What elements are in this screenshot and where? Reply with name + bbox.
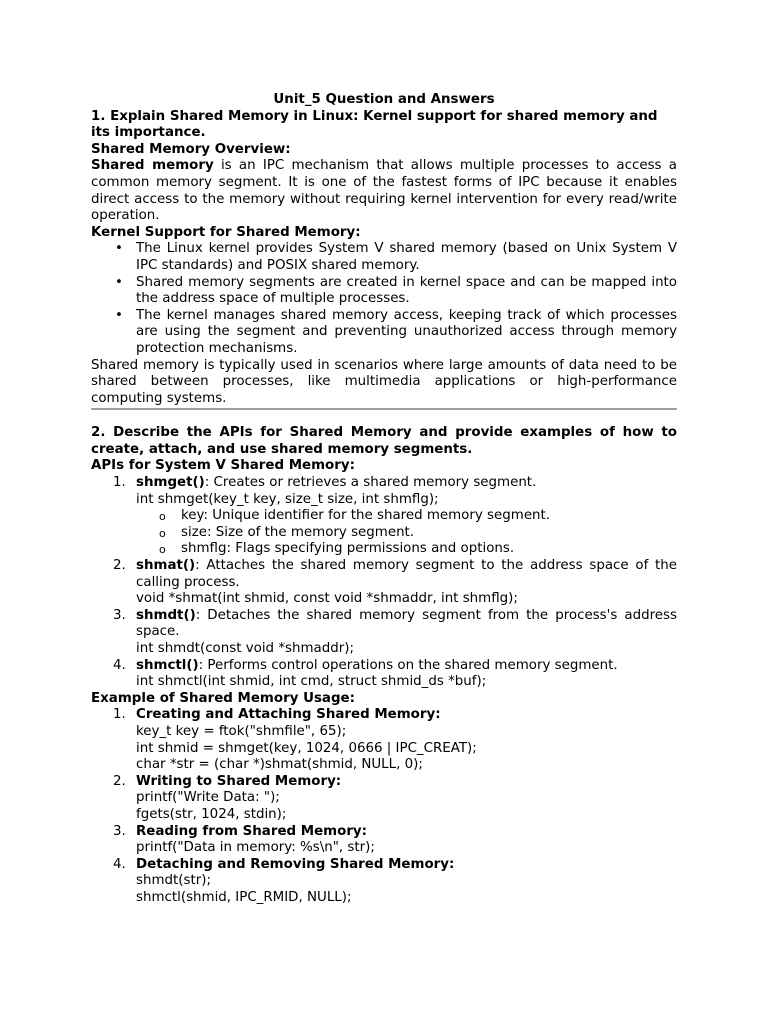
list-item-text: The kernel manages shared memory access, keeping track of which processes are using the segment and preventing unauthorized access through memory protection mechanisms. bbox=[136, 307, 677, 356]
example-heading: Example of Shared Memory Usage: bbox=[91, 690, 355, 706]
param-text: size: Size of the memory segment. bbox=[181, 524, 415, 540]
api-name: shmat() bbox=[136, 558, 196, 574]
list-number: 2. bbox=[113, 773, 126, 789]
api-description bbox=[136, 475, 677, 492]
list-item-text: The Linux kernel provides System V shared memory (based on Unix System V IPC standards) and POSIX shared memory. bbox=[136, 241, 677, 273]
spacer bbox=[91, 410, 677, 425]
api-description bbox=[136, 558, 677, 591]
overview-heading: Shared Memory Overview: bbox=[91, 141, 291, 157]
api-name: shmdt() bbox=[136, 607, 196, 623]
bullet-icon: • bbox=[115, 274, 123, 290]
kernel-support-heading: Kernel Support for Shared Memory: bbox=[91, 224, 361, 240]
q1-closing-paragraph: Shared memory is typically used in scenarios where large amounts of data need to be shared between processes, like multimedia applications or high-performance computing systems. bbox=[91, 357, 677, 406]
api-item-shmdt bbox=[113, 607, 677, 658]
example-item-create bbox=[113, 707, 677, 773]
document-title: Unit_5 Question and Answers bbox=[273, 92, 495, 107]
param-item bbox=[159, 524, 677, 542]
example-item-detach bbox=[113, 856, 677, 907]
bullet-icon: • bbox=[115, 241, 123, 257]
api-desc-text: : Performs control operations on the shared memory segment. bbox=[198, 657, 618, 673]
param-item bbox=[159, 508, 677, 525]
api-desc-text: : Creates or retrieves a shared memory segment. bbox=[204, 475, 537, 491]
overview-bold-term: Shared memory bbox=[91, 158, 214, 174]
code-line: printf("Data in memory: %s\n", str); bbox=[136, 840, 375, 856]
list-item bbox=[115, 274, 677, 308]
code-line: fgets(str, 1024, stdin); bbox=[136, 806, 287, 822]
api-description bbox=[136, 658, 677, 675]
list-number: 3. bbox=[113, 823, 126, 839]
circle-bullet-icon: o bbox=[159, 510, 166, 524]
api-signature: void *shmat(int shmid, const void *shmaddr, int shmflg); bbox=[136, 591, 518, 607]
q2-heading: 2. Describe the APIs for Shared Memory and provide examples of how to create, attach, and use shared memory segments. bbox=[91, 425, 677, 457]
api-signature: int shmdt(const void *shmaddr); bbox=[136, 641, 354, 656]
list-number: 2. bbox=[113, 558, 126, 574]
api-signature: int shmget(key_t key, size_t size, int shmflg); bbox=[136, 491, 439, 507]
list-number: 1. bbox=[113, 475, 126, 491]
api-item-shmget bbox=[113, 475, 677, 558]
code-line: shmdt(str); bbox=[136, 873, 211, 889]
api-item-shmat bbox=[113, 558, 677, 608]
example-list bbox=[91, 707, 677, 906]
example-title: Writing to Shared Memory: bbox=[136, 773, 342, 789]
api-list bbox=[91, 475, 677, 691]
overview-paragraph bbox=[91, 158, 677, 224]
circle-bullet-icon: o bbox=[159, 543, 166, 557]
overview-text: is an IPC mechanism that allows multiple processes to access a common memory segment. It is one of the fastest forms of IPC because it enables direct access to the memory without requiring kernel intervention for every read/write operation. bbox=[91, 158, 678, 224]
api-signature: int shmctl(int shmid, int cmd, struct shmid_ds *buf); bbox=[136, 674, 487, 690]
list-number: 3. bbox=[113, 607, 126, 623]
example-title: Reading from Shared Memory: bbox=[136, 823, 368, 839]
code-line: key_t key = ftok("shmfile", 65); bbox=[136, 723, 347, 739]
example-item-read bbox=[113, 823, 677, 857]
code-line: int shmid = shmget(key, 1024, 0666 | IPC_CREAT); bbox=[136, 740, 477, 756]
api-description bbox=[136, 608, 677, 641]
param-item bbox=[159, 541, 677, 558]
example-item-write bbox=[113, 773, 677, 824]
api-item-shmctl bbox=[113, 657, 677, 691]
list-item bbox=[115, 307, 677, 358]
code-line: printf("Write Data: "); bbox=[136, 790, 280, 806]
list-item bbox=[115, 241, 677, 274]
list-item-text: Shared memory segments are created in kernel space and can be mapped into the address space of multiple processes. bbox=[136, 274, 677, 307]
api-desc-text: : Detaches the shared memory segment from the process's address space. bbox=[136, 607, 677, 640]
api-desc-text: : Attaches the shared memory segment to the address space of the calling process. bbox=[136, 558, 677, 590]
param-text: key: Unique identifier for the shared memory segment. bbox=[181, 508, 551, 524]
q1-heading: 1. Explain Shared Memory in Linux: Kernel support for shared memory and its importance. bbox=[91, 108, 658, 141]
param-list bbox=[136, 508, 677, 558]
param-text: shmflg: Flags specifying permissions and options. bbox=[181, 541, 515, 557]
list-number: 4. bbox=[113, 856, 126, 872]
kernel-support-list bbox=[91, 241, 677, 357]
bullet-icon: • bbox=[115, 307, 123, 323]
list-number: 4. bbox=[113, 657, 126, 673]
apis-heading: APIs for System V Shared Memory: bbox=[91, 458, 355, 474]
document-page bbox=[91, 92, 677, 907]
example-title: Detaching and Removing Shared Memory: bbox=[136, 856, 455, 872]
api-name: shmctl() bbox=[136, 657, 199, 673]
circle-bullet-icon: o bbox=[159, 526, 166, 540]
example-title: Creating and Attaching Shared Memory: bbox=[136, 707, 441, 723]
code-line: char *str = (char *)shmat(shmid, NULL, 0); bbox=[136, 757, 423, 773]
api-name: shmget() bbox=[136, 475, 205, 491]
code-line: shmctl(shmid, IPC_RMID, NULL); bbox=[136, 889, 352, 905]
list-number: 1. bbox=[113, 707, 126, 723]
